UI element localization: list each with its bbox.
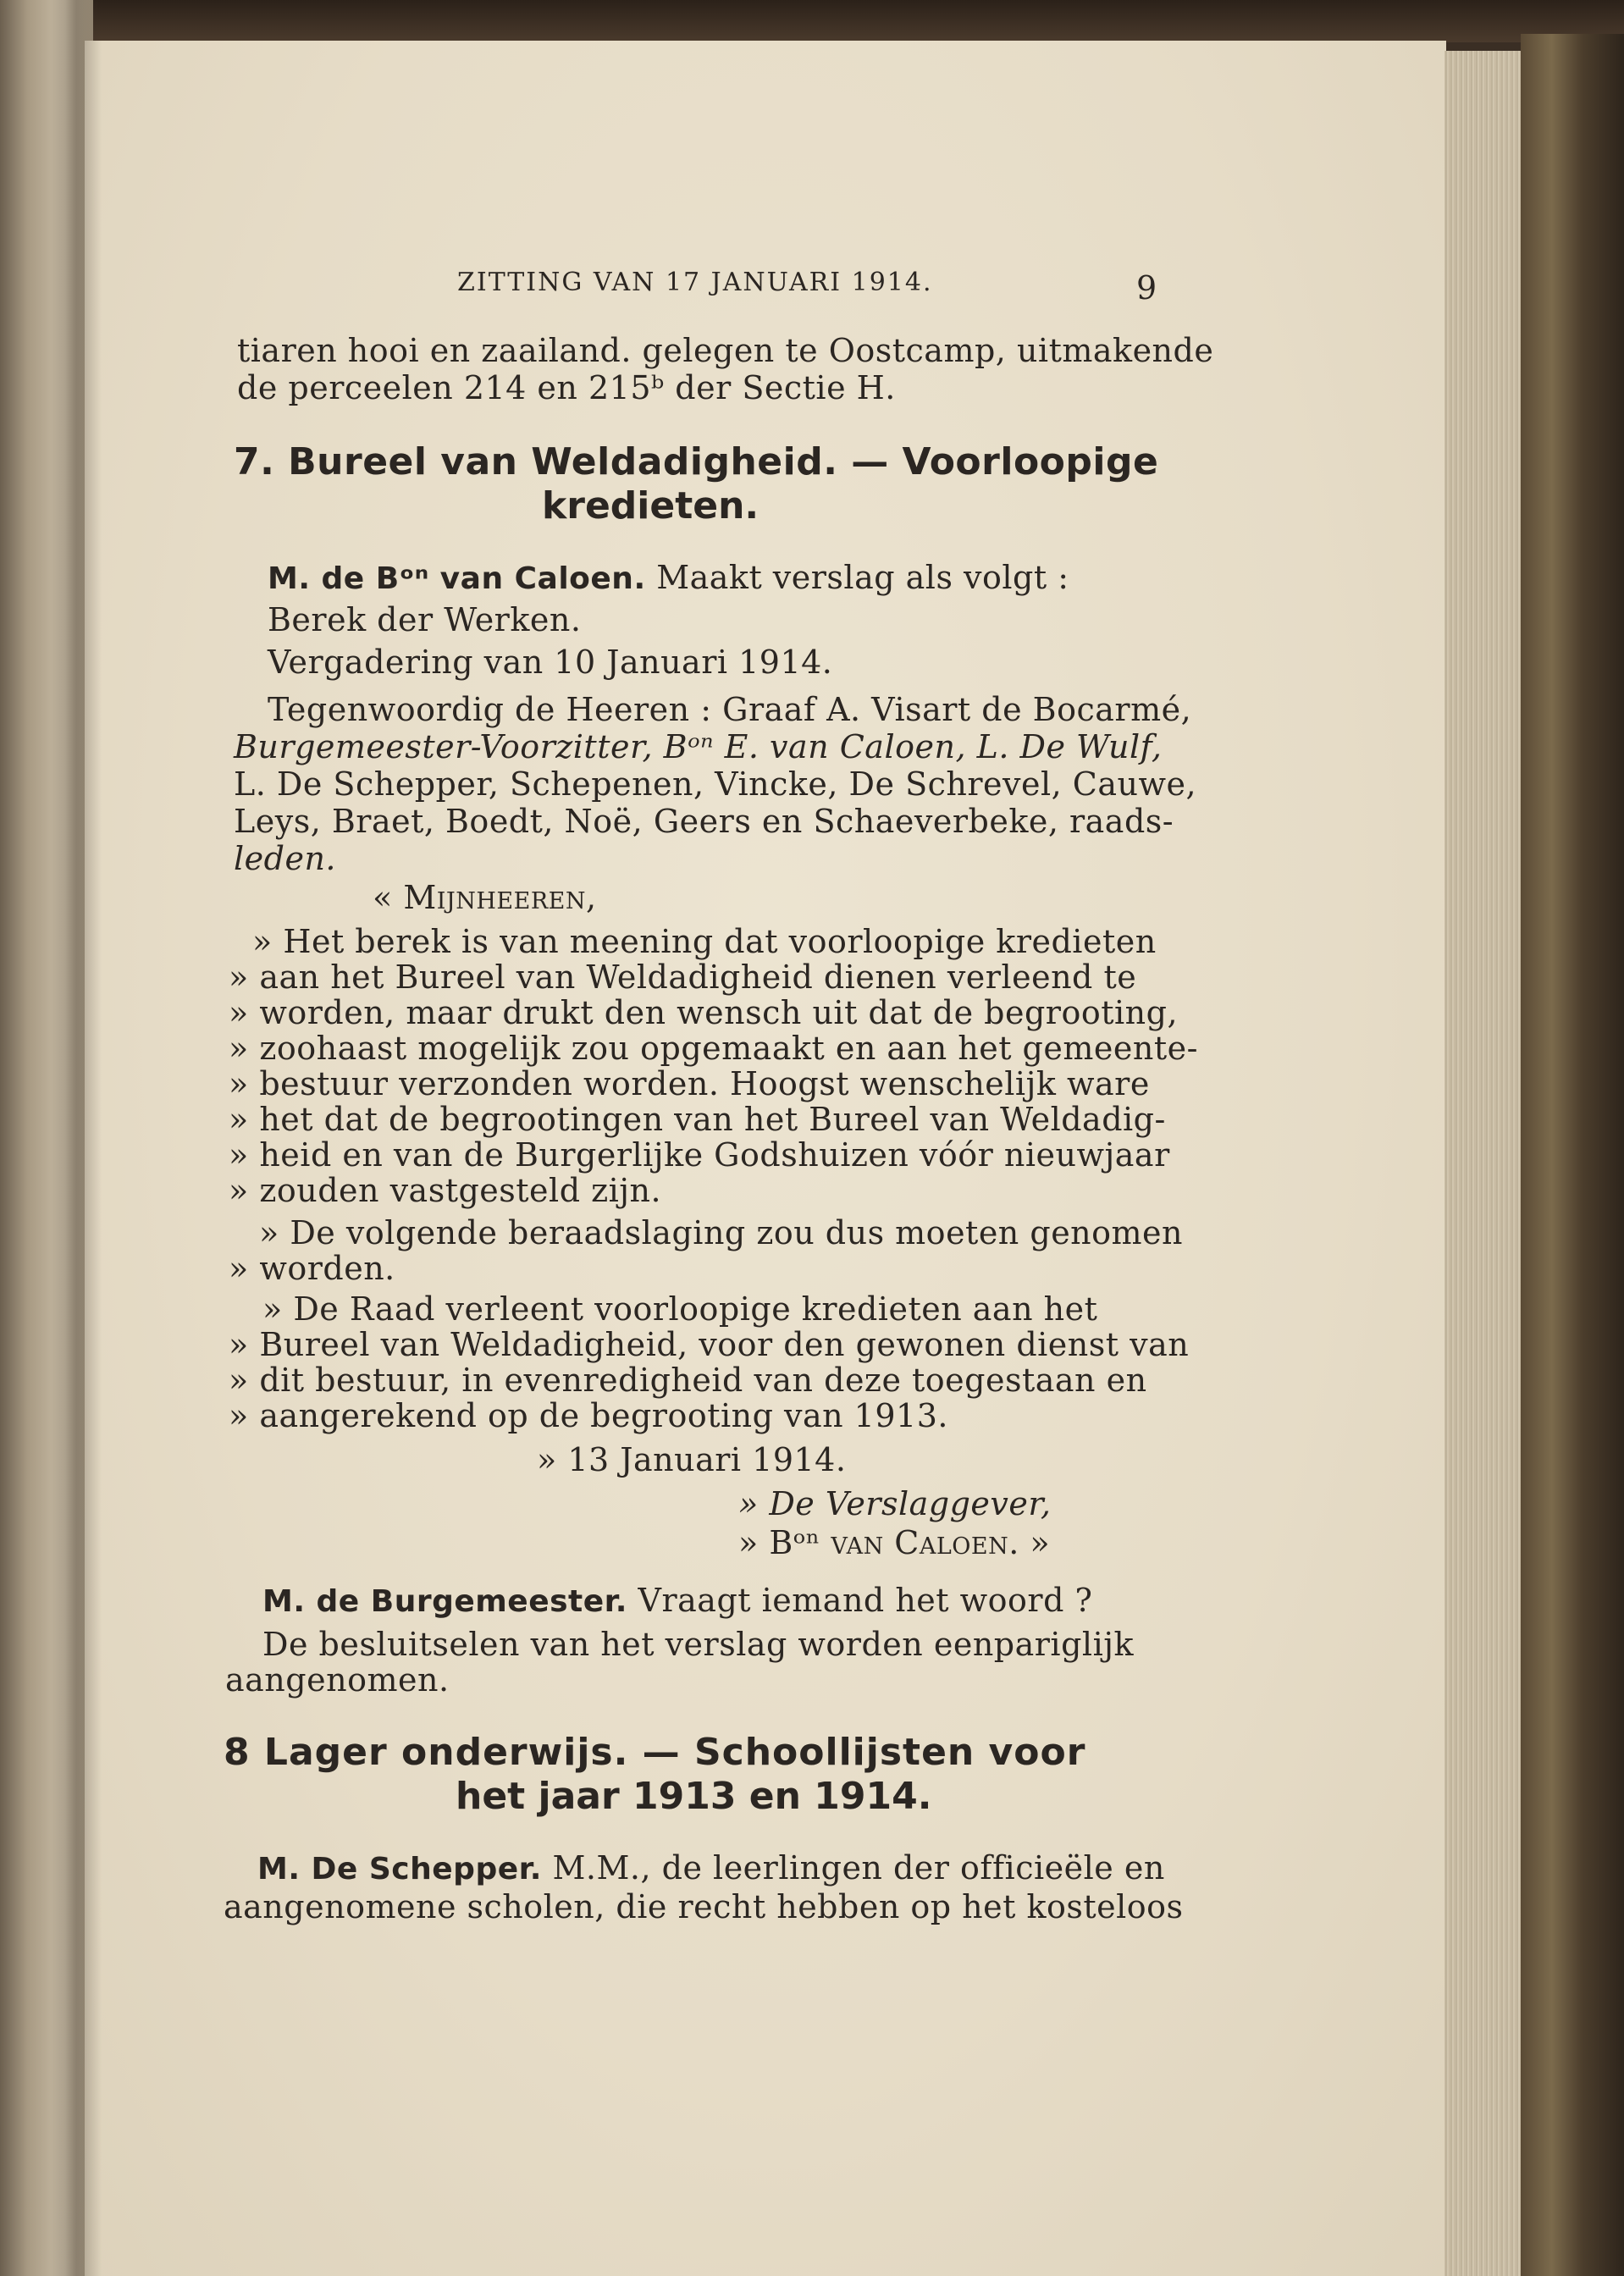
speaker-burgemeester: M. de Burgemeester. — [262, 1584, 627, 1619]
attendance-line-4: Leys, Braet, Boedt, Noë, Geers en Schaeverbeke, raads- — [234, 803, 1174, 840]
page-number: 9 — [1136, 269, 1157, 307]
section-8-heading-line-2: het jaar 1913 en 1914. — [456, 1775, 932, 1818]
section-7-heading-line-2: kredieten. — [542, 484, 760, 528]
book-top-cover — [0, 0, 1624, 42]
vergadering-line: Vergadering van 10 Januari 1914. — [268, 644, 833, 681]
paragraph-1-line-5: » bestuur verzonden worden. Hoogst wenschelijk ware — [229, 1065, 1150, 1102]
speaker-de-schepper-text: M.M., de leerlingen der officieële en — [541, 1849, 1165, 1887]
report-date: » 13 Januari 1914. — [537, 1441, 847, 1478]
paragraph-2-line-2: » worden. — [229, 1250, 395, 1287]
report-speaker-line — [268, 559, 1069, 596]
intro-line-1: tiaren hooi en zaailand. gelegen te Oostcamp, uitmakende — [237, 332, 1214, 369]
mayor-result-line-2: aangenomen. — [225, 1661, 450, 1699]
paragraph-1-line-8: » zouden vastgesteld zijn. — [229, 1172, 662, 1209]
book-cover-right — [1521, 34, 1624, 2276]
signature-role: » De Verslaggever, — [738, 1485, 1052, 1522]
closing-line-2: aangenomene scholen, die recht hebben op het kosteloos — [224, 1888, 1184, 1925]
section-8-heading-line-1: 8 Lager onderwijs. — Schoollijsten voor — [224, 1731, 1086, 1774]
running-title: ZITTING VAN 17 JANUARI 1914. — [457, 268, 933, 297]
paragraph-1-line-3: » worden, maar drukt den wensch uit dat de begrooting, — [229, 994, 1179, 1031]
paragraph-1-line-6: » het dat de begrootingen van het Bureel van Weldadig- — [229, 1101, 1166, 1138]
mayor-result-line-1: De besluitselen van het verslag worden eenpariglijk — [262, 1626, 1135, 1663]
intro-line-2: de perceelen 214 en 215ᵇ der Sectie H. — [237, 369, 896, 406]
salutation: « Mijnheeren, — [373, 879, 597, 916]
attendance-line-5: leden. — [234, 840, 337, 877]
attendance-line-2: Burgemeester-Voorzitter, Bᵒⁿ E. van Caloen, L. De Wulf, — [234, 728, 1163, 765]
section-7-heading-line-1: 7. Bureel van Weldadigheid. — Voorloopige — [234, 440, 1159, 483]
paragraph-3-line-4: » aangerekend op de begrooting van 1913. — [229, 1397, 948, 1434]
paragraph-1-line-7: » heid en van de Burgerlijke Godshuizen vóór nieuwjaar — [229, 1136, 1170, 1174]
paragraph-3-line-2: » Bureel van Weldadigheid, voor den gewonen dienst van — [229, 1326, 1190, 1363]
paragraph-3-line-3: » dit bestuur, in evenredigheid van deze toegestaan en — [229, 1362, 1147, 1399]
paragraph-1-line-2: » aan het Bureel van Weldadigheid dienen verleend te — [229, 958, 1137, 996]
paragraph-1-line-1: » Het berek is van meening dat voorloopige kredieten — [252, 923, 1157, 960]
signature-name: » Bᵒⁿ van Caloen. » — [738, 1524, 1051, 1561]
page-edges — [1444, 51, 1521, 2276]
mayor-speaker-line — [262, 1582, 1092, 1619]
binding-shadow — [51, 0, 102, 2276]
speaker-de-schepper: M. De Schepper. — [257, 1852, 542, 1887]
attendance-line-3: L. De Schepper, Schepenen, Vincke, De Schrevel, Cauwe, — [234, 765, 1197, 803]
paragraph-2-line-1: » De volgende beraadslaging zou dus moeten genomen — [259, 1214, 1184, 1251]
speaker-van-caloen: M. de Bᵒⁿ van Caloen. — [268, 561, 646, 596]
closing-speaker-line — [257, 1849, 1165, 1887]
paragraph-1-line-4: » zoohaast mogelijk zou opgemaakt en aan het gemeente- — [229, 1030, 1198, 1067]
berek-line: Berek der Werken. — [268, 601, 582, 638]
speaker-burgemeester-text: Vraagt iemand het woord ? — [627, 1582, 1093, 1619]
paragraph-3-line-1: » De Raad verleent voorloopige kredieten aan het — [262, 1290, 1098, 1328]
attendance-line-1: Tegenwoordig de Heeren : Graaf A. Visart de Bocarmé, — [268, 691, 1192, 728]
speaker-van-caloen-text: Maakt verslag als volgt : — [645, 559, 1069, 596]
